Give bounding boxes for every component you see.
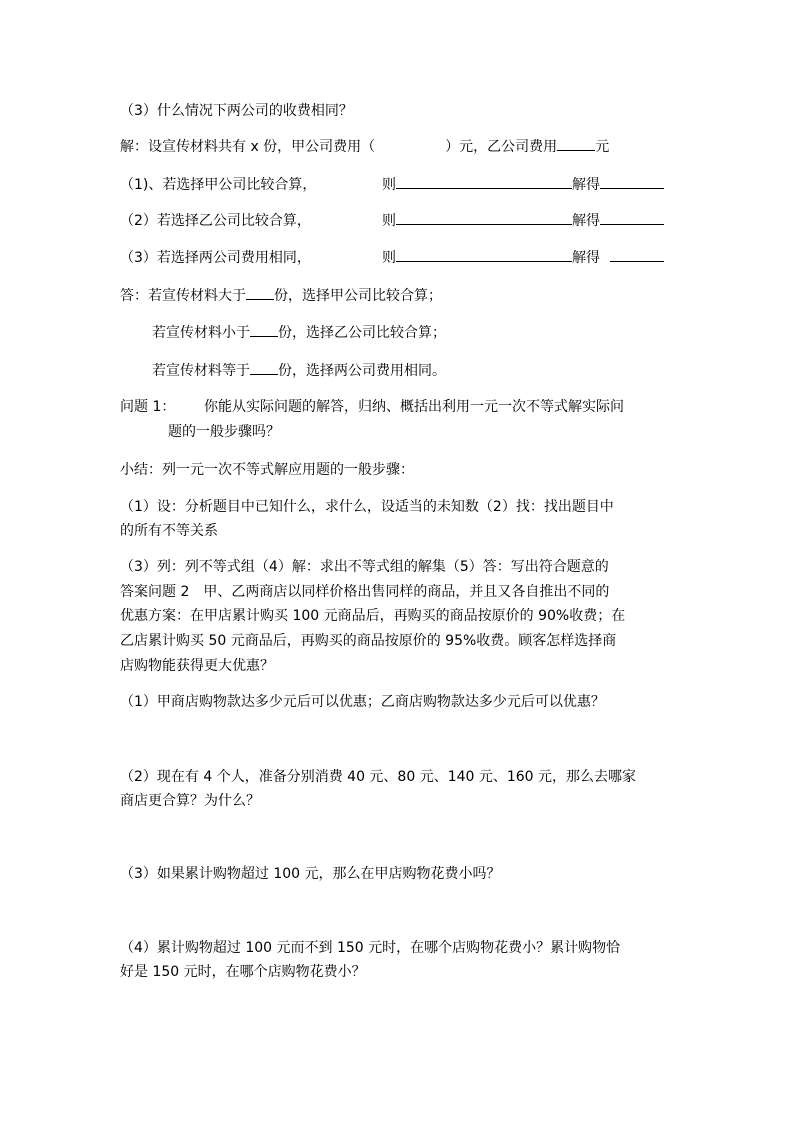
inequality-blank — [396, 247, 572, 262]
steps-para2-line4: 乙店累计购买 50 元商品后，再购买的商品按原价的 95%收费。顾客怎样选择商 — [120, 633, 617, 649]
case-label: （2）若选择乙公司比较合算， — [120, 213, 311, 229]
q3-title: （3）什么情况下两公司的收费相同？ — [120, 103, 353, 119]
solution-blank — [600, 174, 664, 189]
cost-b-blank — [557, 136, 595, 151]
solution-blank — [600, 210, 664, 225]
case-label: （3）若选择两公司费用相同， — [120, 250, 311, 266]
case-solve: 解得 — [572, 250, 600, 266]
steps-para2-line3: 优惠方案：在甲店累计购买 100 元商品后，再购买的商品按原价的 90%收费；在 — [120, 608, 626, 624]
solution-suffix: 元 — [595, 139, 610, 155]
answer-pre: 若宣传材料大于 — [148, 288, 246, 304]
answer-blank — [250, 360, 278, 375]
question1-text: 你能从实际问题的解答，归纳、概括出利用一元一次不等式解实际问 — [204, 399, 624, 415]
case-line-1 — [120, 174, 664, 195]
solution-blank — [610, 247, 664, 262]
sub-question-2-line2: 商店更合算？为什么？ — [120, 793, 260, 809]
steps-para1-line2: 的所有不等关系 — [120, 523, 218, 539]
answer-line-1 — [120, 285, 442, 306]
answer-post: 份，选择甲公司比较合算； — [274, 288, 442, 304]
answer-blank — [246, 285, 274, 300]
sub-question-4-line1: （4）累计购物超过 100 元而不到 150 元时，在哪个店购物花费小？累计购物恰 — [120, 940, 621, 956]
steps-para1-line1: （1）设：分析题目中已知什么，求什么，设适当的未知数（2）找：找出题目中 — [120, 499, 614, 515]
inequality-blank — [396, 174, 572, 189]
case-label: （1)、若选择甲公司比较合算， — [120, 177, 317, 193]
steps-para2-line5: 店购物能获得更大优惠？ — [120, 658, 274, 674]
steps-para2-line1: （3）列：列不等式组（4）解：求出不等式组的解集（5）答：写出符合题意的 — [120, 559, 609, 575]
question1-line2: 题的一般步骤吗？ — [168, 424, 280, 440]
solution-prefix: 解：设宣传材料共有 x 份，甲公司费用（ — [120, 139, 376, 155]
solution-line — [120, 136, 609, 157]
case-then: 则 — [382, 213, 396, 229]
answer-lead: 答： — [120, 288, 148, 304]
solution-middle: ）元，乙公司费用 — [445, 139, 558, 155]
question1-line1 — [120, 397, 624, 417]
answer-pre: 若宣传材料等于 — [152, 363, 250, 379]
steps-para2-line2: 答案问题 2 甲、乙两商店以同样价格出售同样的商品，并且又各自推出不同的 — [120, 584, 610, 600]
question1-label: 问题 1： — [120, 399, 176, 415]
case-then: 则 — [382, 177, 396, 193]
case-solve: 解得 — [572, 213, 600, 229]
answer-pre: 若宣传材料小于 — [152, 325, 250, 341]
case-line-2 — [120, 210, 664, 231]
answer-line-3 — [152, 360, 446, 381]
sub-question-1: （1）甲商店购物款达多少元后可以优惠；乙商店购物款达多少元后可以优惠？ — [120, 694, 605, 710]
inequality-blank — [396, 210, 572, 225]
answer-post: 份，选择乙公司比较合算； — [278, 325, 446, 341]
answer-blank — [250, 322, 278, 337]
case-line-3 — [120, 247, 664, 268]
case-solve: 解得 — [572, 177, 600, 193]
sub-question-4-line2: 好是 150 元时，在哪个店购物花费小？ — [120, 964, 366, 980]
summary-heading: 小结：列一元一次不等式解应用题的一般步骤： — [120, 462, 414, 478]
sub-question-3: （3）如果累计购物超过 100 元，那么在甲店购物花费小吗？ — [120, 866, 501, 882]
answer-line-2 — [152, 322, 446, 343]
answer-post: 份，选择两公司费用相同。 — [278, 363, 446, 379]
case-then: 则 — [382, 250, 396, 266]
sub-question-2-line1: （2）现在有 4 个人，准备分别消费 40 元、80 元、140 元、160 元，那么去哪家 — [120, 769, 637, 785]
